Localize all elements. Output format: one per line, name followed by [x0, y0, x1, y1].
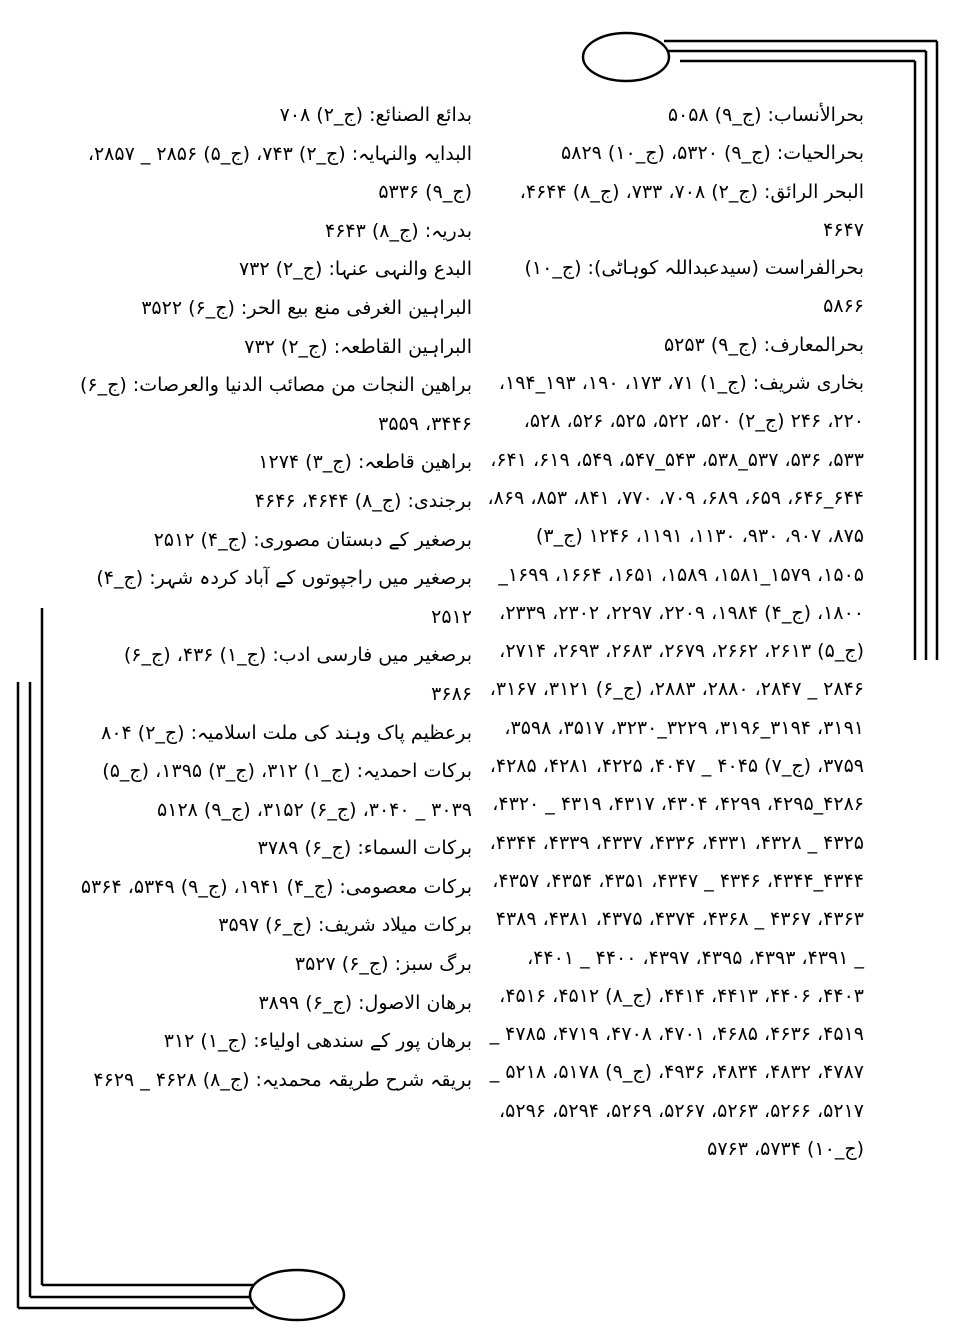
- index-entry: البحر الرائق: (ج_۲) ۷۰۸، ۷۳۳، (ج_۸) ۴۶۴۴، ۴۶۴۷: [519, 180, 864, 241]
- index-entry: بحرالحیات: (ج_۹) ۵۳۲۰، (ج_۱۰) ۵۸۲۹: [561, 142, 864, 165]
- index-entry: براھین قاطعہ: (ج_۳) ۱۲۷۴: [258, 451, 472, 474]
- index-entry: برعظیم پاک وہند کی ملت اسلامیہ: (ج_۲) ۸۰۴: [101, 721, 472, 744]
- index-column-right: [486, 96, 864, 1168]
- index-entry: برھان الاصول: (ج_۶) ۳۸۹۹: [258, 991, 472, 1014]
- index-entry: البراہین القاطعہ: (ج_۲) ۷۳۲: [244, 335, 472, 358]
- index-entry: البدایہ والنہایہ: (ج_۲) ۷۴۳، (ج_۵) ۲۸۵۶ _ ۲۸۵۷، (ج_۹) ۵۳۳۶: [87, 142, 472, 204]
- index-entry: برھان پور کے سندھی اولیاء: (ج_۱) ۳۱۲: [163, 1030, 472, 1053]
- index-entry: برکات میلاد شریف: (ج_۶) ۳۵۹۷: [218, 914, 472, 937]
- index-entry: البدع والنہی عنہا: (ج_۲) ۷۳۲: [238, 258, 472, 281]
- index-column-left: [78, 96, 472, 1099]
- index-entry: البراہین الغرفی منع بیع الحر: (ج_۶) ۳۵۲۲: [141, 296, 472, 319]
- index-entry: برجندی: (ج_۸) ۴۶۴۴، ۴۶۴۶: [254, 489, 472, 512]
- index-entry: براھین النجات من مصائب الدنیا والعرصات: (ج_۶) ۳۴۴۶، ۳۵۵۹: [79, 374, 472, 435]
- index-entry: بدائع الصنائع: (ج_۲) ۷۰۸: [279, 104, 472, 126]
- index-entry: برصغیر کے دبستان مصوری: (ج_۴) ۲۵۱۲: [153, 528, 472, 551]
- index-entry: برصغیر میں فارسی ادب: (ج_۱) ۴۳۶، (ج_۶) ۳۶۸۶: [123, 644, 472, 705]
- index-entry: برصغیر میں راجپوتوں کے آباد کردہ شہر: (ج_۴) ۲۵۱۲: [96, 567, 472, 628]
- index-entry: بخاری شریف: (ج_۱) ۷۱، ۱۷۳، ۱۹۰، ۱۹۳_۱۹۴، ۲۲۰، ۲۴۶ (ج_۲) ۵۲۰، ۵۲۲، ۵۲۵، ۵۲۶، ۵۲۸، ۵۳۳، ۵۳۶، ۵۳۷_۵۳۸، ۵۴۳_۵۴۷، ۵۴۹، ۶۱۹، ۶۴۱، ۶۴۴_۶۴۶، ۶۵۹، ۶۸۹، ۷۰۹، ۷۷۰، ۸۴۱، ۸۵۳، ۸۶۹، ۸۷۵، ۹۰۷، ۹۳۰، ۱۱۳۰، ۱۱۹۱، ۱۲۴۶ (ج_۳) ۱۵۰۵، ۱۵۷۹_۱۵۸۱، ۱۵۸۹، ۱۶۵۱، ۱۶۶۴، ۱۶۹۹_ ۱۸۰۰، (ج_۴) ۱۹۸۴، ۲۲۰۹، ۲۲۹۷، ۲۳۰۲، ۲۳۳۹، (ج_۵) ۲۶۱۳، ۲۶۶۲، ۲۶۷۹، ۲۶۸۳، ۲۶۹۳، ۲۷۱۴، ۲۸۴۶ _ ۲۸۴۷، ۲۸۸۰، ۲۸۸۳، (ج_۶) ۳۱۲۱، ۳۱۶۷، ۳۱۹۱، ۳۱۹۴_۳۱۹۶، ۳۲۲۹_۳۲۳۰، ۳۵۱۷، ۳۵۹۸، ۳۷۵۹، (ج_۷) ۴۰۴۵ _ ۴۰۴۷، ۴۲۲۵، ۴۲۸۱، ۴۲۸۵، ۴۲۸۶_۴۲۹۵، ۴۲۹۹، ۴۳۰۴، ۴۳۱۷، ۴۳۱۹ _ ۴۳۲۰، ۴۳۲۵ _ ۴۳۲۸، ۴۳۳۱، ۴۳۳۶، ۴۳۳۷، ۴۳۳۹، ۴۳۴۴، ۴۳۴۴_۴۳۴۴، ۴۳۴۶ _ ۴۳۴۷، ۴۳۵۱، ۴۳۵۴، ۴۳۵۷، ۴۳۶۳، ۴۳۶۷ _ ۴۳۶۸، ۴۳۷۴، ۴۳۷۵، ۴۳۸۱، ۴۳۸۹ _ ۴۳۹۱، ۴۳۹۳، ۴۳۹۵، ۴۳۹۷، ۴۴۰۰ _ ۴۴۰۱، ۴۴۰۳، ۴۴۰۶، ۴۴۱۳، ۴۴۱۴، (ج_۸) ۴۵۱۲، ۴۵۱۶، ۴۵۱۹، ۴۶۳۶، ۴۶۸۵، ۴۷۰۱، ۴۷۰۸، ۴۷۱۹، ۴۷۸۵ _ ۴۷۸۷، ۴۸۳۲، ۴۸۳۴، ۴۹۳۶، (ج_۹) ۵۱۷۸، ۵۲۱۸ _ ۵۲۱۷، ۵۲۶۶، ۵۲۶۳، ۵۲۶۷، ۵۲۶۹، ۵۲۹۴، ۵۲۹۶، (ج_۱۰) ۵۷۳۴، ۵۷۶۳: [487, 372, 864, 1161]
- index-entry: بدریہ: (ج_۸) ۴۶۴۳: [325, 219, 472, 242]
- index-entry: برکات السماء: (ج_۶) ۳۷۸۹: [257, 837, 472, 860]
- index-entry: بحرالمعارف: (ج_۹) ۵۲۵۳: [663, 333, 864, 356]
- index-entry: بحرالأنساب: (ج_۹) ۵۰۵۸: [667, 104, 864, 126]
- index-entry: برکات احمدیہ: (ج_۱) ۳۱۲، (ج_۳) ۱۳۹۵، (ج_۵) ۳۰۳۹ _ ۳۰۴۰، (ج_۶) ۳۱۵۲، (ج_۹) ۵۱۲۸: [102, 760, 472, 821]
- index-entry: بحرالفراست (سیدعبداللہ کوہاٹی): (ج_۱۰) ۵۸۶۶: [524, 257, 864, 318]
- index-entry: برگ سبز: (ج_۶) ۳۵۲۷: [294, 953, 472, 976]
- index-entry: برکات معصومی: (ج_۴) ۱۹۴۱، (ج_۹) ۵۳۴۹، ۵۳۶۴: [80, 875, 472, 898]
- index-entry: بریقہ شرح طریقہ محمدیہ: (ج_۸) ۴۶۲۸ _ ۴۶۲۹: [93, 1068, 472, 1091]
